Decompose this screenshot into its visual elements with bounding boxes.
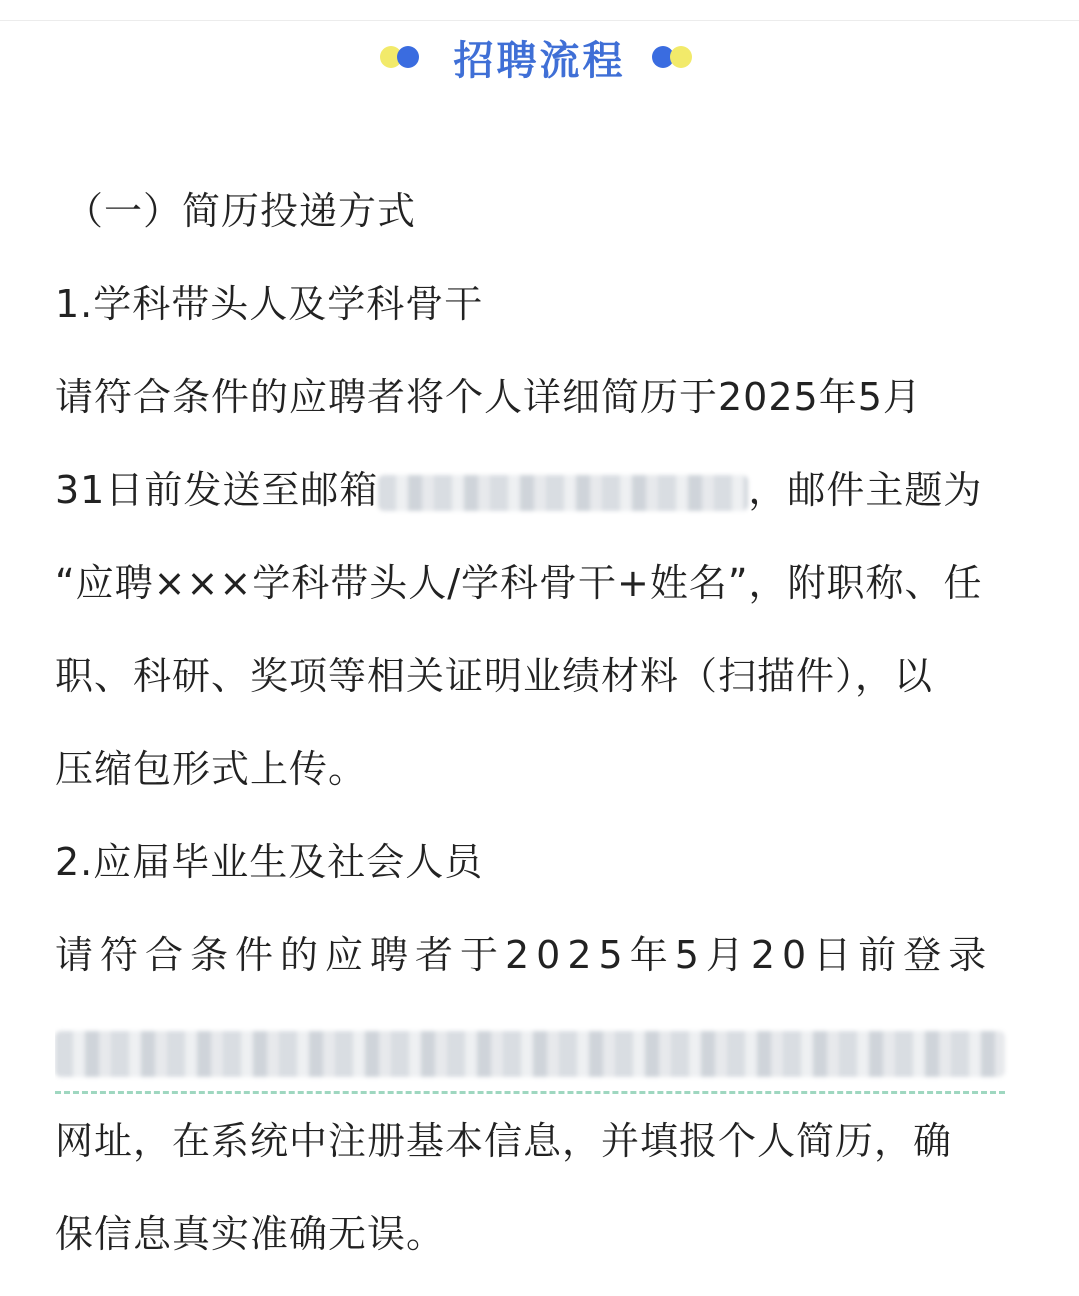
item1-paragraph-line-4: 职、科研、奖项等相关证明业绩材料（扫描件），以 [55, 654, 934, 698]
article-body [55, 180, 1030, 1296]
item2-paragraph-line-1: 请符合条件的应聘者于2025年5月20日前登录 [55, 933, 994, 977]
item1-title: 1.学科带头人及学科骨干 [55, 282, 484, 326]
redacted-url-link[interactable] [55, 1017, 1030, 1110]
link-underline [55, 1091, 1005, 1094]
item1-paragraph-line-5: 压缩包形式上传。 [55, 747, 368, 791]
decor-dots-right-icon [652, 42, 700, 72]
item2-title: 2.应届毕业生及社会人员 [55, 840, 484, 884]
item1-paragraph-line-2 [55, 459, 1030, 552]
page-title: 招聘流程 [453, 37, 626, 84]
top-divider [0, 20, 1079, 21]
item2-paragraph-line-4: 保信息真实准确无误。 [55, 1212, 446, 1256]
section-title-bar [0, 22, 1079, 92]
decor-dots-left-icon [380, 42, 428, 72]
redacted-url [55, 1031, 1005, 1077]
email-suffix-text: ，邮件主题为 [748, 468, 983, 512]
item1-paragraph-line-3: “应聘×××学科带头人/学科骨干+姓名”，附职称、任 [55, 561, 983, 605]
item2-paragraph-line-3: 网址，在系统中注册基本信息，并填报个人简历，确 [55, 1119, 953, 1163]
redacted-email [378, 475, 748, 511]
email-prefix-text: 31日前发送至邮箱 [55, 468, 379, 512]
section-heading: （一）简历投递方式 [65, 189, 417, 233]
item1-paragraph-line-1: 请符合条件的应聘者将个人详细简历于2025年5月 [55, 375, 922, 419]
